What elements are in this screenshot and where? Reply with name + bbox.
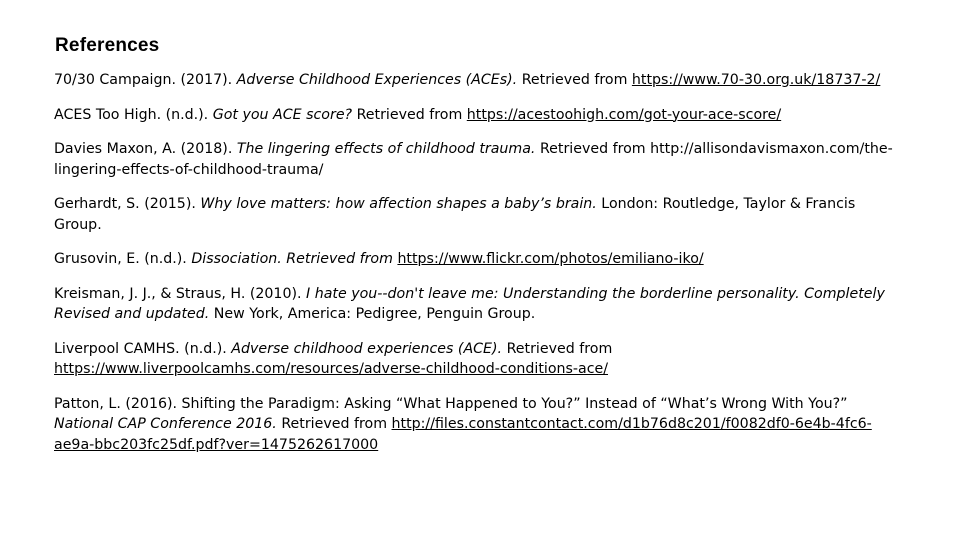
reference-italic: Why love matters: how affection shapes a baby’s brain. — [200, 196, 597, 212]
reference-italic: The lingering effects of childhood trauma. — [236, 141, 536, 157]
reference-text: ACES Too High. (n.d.). — [54, 106, 213, 123]
reference-text: Gerhardt, S. (2015). — [54, 196, 201, 212]
reference-text: Kreisman, J. J., & Straus, H. (2010). — [54, 285, 307, 302]
reference-item — [54, 249, 904, 270]
reference-text: Patton, L. (2016). Shifting the Paradigm: Asking “What Happened to You?” Instead of “What’s Wrong With You?” — [54, 395, 848, 412]
reference-list — [54, 70, 904, 469]
reference-text: 70/30 Campaign. (2017). — [54, 72, 237, 88]
reference-item — [54, 70, 904, 91]
reference-link[interactable]: http://files.constantcontact.com/d1b76d8c201/f0082df0-6e4b-4fc6-ae9a-bbc203fc25df.pdf?ver=1475262617000 — [54, 416, 872, 453]
reference-text: Retrieved from — [517, 72, 632, 88]
reference-italic: National CAP Conference 2016. — [54, 416, 277, 432]
reference-italic: Adverse childhood experiences (ACE). — [231, 340, 503, 357]
reference-text: Retrieved from — [502, 340, 613, 357]
reference-item — [54, 105, 904, 126]
reference-text: Retrieved from — [276, 416, 392, 432]
reference-item — [54, 339, 904, 380]
reference-text: Liverpool CAMHS. (n.d.). — [54, 340, 232, 357]
reference-text: Retrieved from — [352, 106, 467, 123]
reference-link[interactable]: https://www.flickr.com/photos/emiliano-iko/ — [397, 251, 704, 267]
reference-text: London: Routledge, Taylor & Francis Group. — [54, 196, 856, 233]
reference-italic: Adverse Childhood Experiences (ACEs). — [236, 72, 518, 88]
reference-link[interactable]: https://www.70-30.org.uk/18737-2/ — [631, 72, 881, 88]
reference-text: Grusovin, E. (n.d.). — [54, 251, 192, 267]
reference-text: Davies Maxon, A. (2018). — [54, 141, 237, 157]
reference-italic: Dissociation. Retrieved from — [191, 251, 398, 267]
reference-item — [54, 284, 904, 325]
reference-italic: Got you ACE score? — [212, 106, 353, 123]
reference-item — [54, 139, 904, 180]
reference-text: New York, America: Pedigree, Penguin Group. — [209, 306, 536, 322]
reference-link[interactable]: https://acestoohigh.com/got-your-ace-score/ — [466, 106, 782, 123]
reference-text: Retrieved from http://allisondavismaxon.com/the-lingering-effects-of-childhood-trauma/ — [54, 141, 893, 178]
reference-item — [54, 194, 904, 235]
reference-italic: I hate you--don't leave me: Understanding the borderline personality. Completely Revised and updated. — [54, 285, 885, 322]
reference-link[interactable]: https://www.liverpoolcamhs.com/resources/adverse-childhood-conditions-ace/ — [54, 361, 609, 377]
page-title: References — [55, 35, 160, 56]
reference-item — [54, 394, 904, 456]
